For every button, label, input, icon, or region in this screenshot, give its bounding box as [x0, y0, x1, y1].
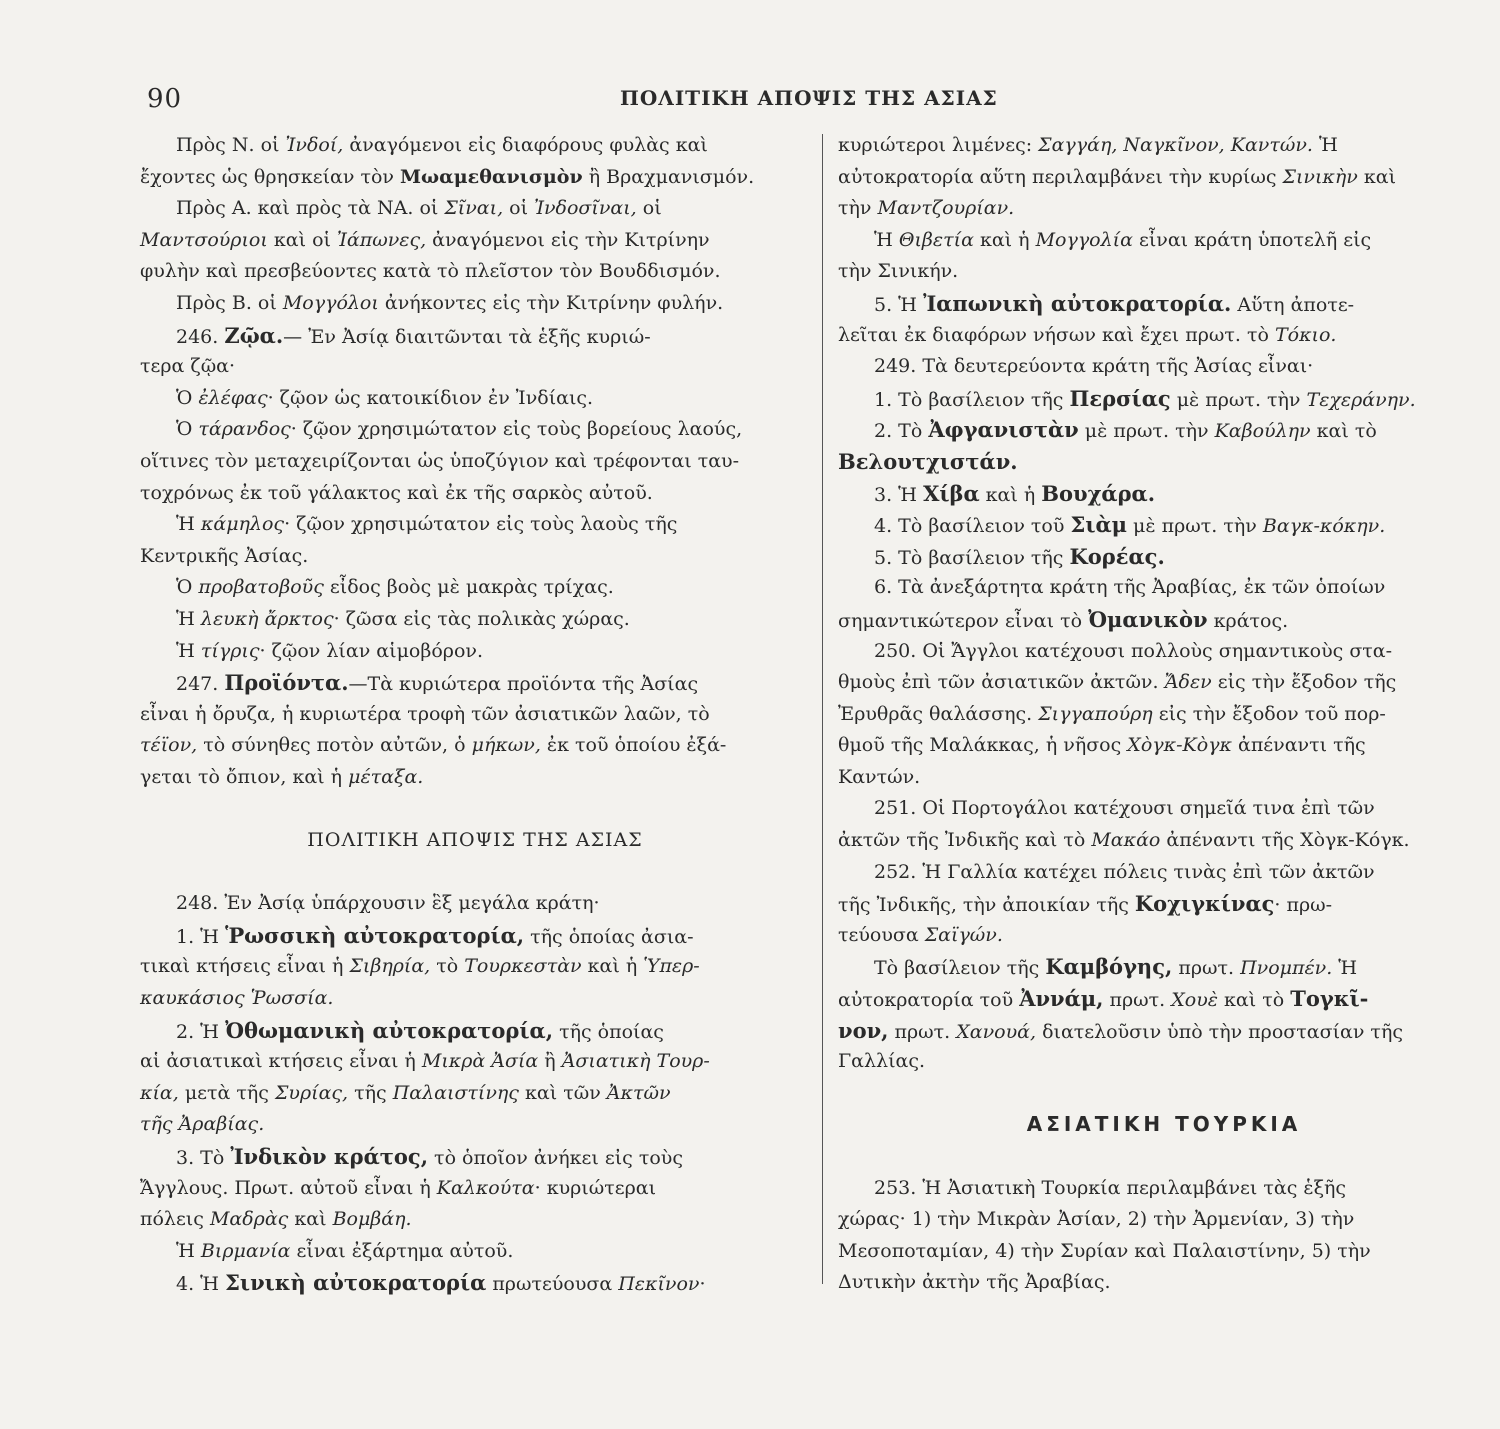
bold-term: Μωαμεθανισμὸν [400, 165, 583, 188]
text-run: · κυριώτεραι [534, 1176, 657, 1199]
text-line [140, 1141, 810, 1173]
text-line [838, 541, 1490, 573]
text-line [140, 983, 810, 1015]
text-run: εἶναι κράτη ὑποτελῆ εἰς [1132, 228, 1372, 251]
italic-term: Συρίας, [274, 1081, 349, 1104]
italic-term: Μακάο [1091, 829, 1161, 852]
bold-term: Κοχιγκίνας [1134, 891, 1275, 917]
italic-term: Βιρμανία [200, 1239, 291, 1262]
bold-term: Ὀμανικὸν [1088, 606, 1208, 632]
text-run: Πρὸς Ν. οἱ [176, 134, 286, 156]
section-heading [140, 825, 810, 857]
italic-term: Βαγκ-κόκην. [1262, 515, 1386, 538]
text-run: Ὁ [176, 386, 199, 409]
italic-term: Τεχεράνην. [1306, 388, 1416, 411]
text-run: ἀναγόμενοι εἰς τὴν Κιτρίνην [426, 228, 710, 251]
text-run: εἶδος βοὸς μὲ μακρὰς τρίχας. [323, 576, 614, 599]
italic-term: Πνομπέν. [1240, 957, 1333, 980]
text-run: τοχρόνως ἐκ τοῦ γάλακτος καὶ ἐκ τῆς σαρκὸς αὐτοῦ. [140, 481, 653, 504]
text-run: καὶ τῶν [518, 1081, 607, 1104]
text-run: τὸ [430, 955, 465, 978]
text-run: Ἡ [176, 607, 201, 630]
text-run: καὶ ἡ [979, 483, 1042, 506]
italic-term: Πεκῖνον [618, 1273, 700, 1296]
italic-term: Ἀσιατικὴ Τουρ- [561, 1050, 710, 1073]
text-line [140, 225, 810, 257]
text-run: τὸ σύνηθες ποτὸν αὐτῶν, ὁ [197, 734, 472, 757]
text-line [838, 162, 1490, 194]
text-run: · πρω- [1274, 894, 1333, 917]
text-line [838, 699, 1490, 731]
page-number: 90 [147, 84, 183, 114]
italic-term: Χανουά, [956, 1020, 1037, 1043]
text-run: μὲ πρωτ. τὴν [1078, 420, 1215, 443]
text-run: ΑΣΙΑΤΙΚΗ ΤΟΥΡΚΙΑ [1026, 1112, 1302, 1137]
text-run: 250. Οἱ Ἄγγλοι κατέχουσι πολλοὺς σημαντικοὺς στα- [874, 639, 1393, 662]
text-run: · ζῶσα εἰς τὰς πολικὰς χώρας. [333, 607, 630, 630]
italic-term: ἐλέφας [198, 386, 268, 409]
bold-term: Χίβα [923, 480, 980, 506]
text-line [140, 541, 810, 573]
italic-term: προβατοβοῦς [198, 576, 324, 599]
italic-term: τάρανδος [198, 418, 291, 441]
left-column [140, 130, 810, 1299]
italic-term: Μογγολία [1035, 228, 1133, 251]
text-line [838, 857, 1490, 889]
text-line [140, 762, 810, 794]
text-line [838, 256, 1490, 288]
text-run: 4. Ἡ [176, 1273, 226, 1296]
text-line [838, 351, 1490, 383]
bold-term: νον, [838, 1017, 889, 1043]
text-run: Ἄγγλους. Πρωτ. αὐτοῦ εἶναι ἡ [140, 1176, 437, 1199]
text-line [838, 1173, 1490, 1205]
text-run: 3. Τὸ [176, 1147, 231, 1169]
italic-term: Μαντσούριοι [140, 228, 268, 251]
text-run: Ὁ [176, 576, 199, 599]
text-line [838, 572, 1490, 604]
italic-term: Τόκιο. [1274, 323, 1337, 346]
text-run: ἀναγόμενοι εἰς διαφόρους φυλὰς καὶ [343, 134, 708, 156]
text-run: 2. Τὸ [874, 420, 929, 443]
italic-term: Ἰνδοσῖναι, [534, 197, 637, 220]
text-run: εἰς τὴν ἔξοδον τῆς [1211, 671, 1397, 694]
text-line [140, 1204, 810, 1236]
text-run: τὴν Σινικήν. [838, 260, 959, 283]
italic-term: Βομβάη. [332, 1208, 412, 1231]
text-run: 5. Τὸ βασίλειον τῆς [874, 546, 1070, 569]
italic-term: Χὸγκ-Κὸγκ [1127, 734, 1232, 757]
bold-term: Σινικὴ αὐτοκρατορία [225, 1270, 487, 1296]
italic-term: καυκάσιος Ῥωσσία. [140, 987, 334, 1010]
text-line [838, 446, 1490, 478]
text-run: καὶ ἡ [581, 955, 644, 978]
blank-line [838, 1078, 1490, 1110]
text-run: πρωτεύουσα [486, 1273, 619, 1296]
text-run: λεῖται ἐκ διαφόρων νήσων καὶ ἔχει πρωτ. τὸ [838, 323, 1275, 346]
italic-term: κάμηλος [200, 513, 285, 536]
blank-line [838, 1141, 1490, 1173]
text-line [140, 636, 810, 668]
text-run: εἶναι ἡ ὄρυζα, ἡ κυριωτέρα τροφὴ τῶν ἀσιατικῶν λαῶν, τὸ [140, 702, 710, 725]
text-run: μετὰ τῆς [178, 1081, 275, 1104]
text-line [838, 130, 1490, 162]
text-run: Τὸ βασίλειον τῆς [874, 957, 1046, 980]
text-run: 248. Ἐν Ἀσίᾳ ὑπάρχουσιν ἓξ μεγάλα κράτη· [176, 892, 600, 915]
bold-term: Βουχάρα. [1041, 480, 1156, 506]
text-run: Ἡ [1312, 134, 1338, 156]
text-run: καὶ τὸ [1310, 420, 1377, 443]
text-run: Ἡ [874, 228, 899, 251]
text-run: τὸ ὁποῖον ἀνήκει εἰς τοὺς [428, 1147, 683, 1169]
text-line [838, 888, 1490, 920]
text-line [140, 667, 810, 699]
text-run: τῆς Ἰνδικῆς, τὴν ἀποικίαν τῆς [838, 894, 1135, 917]
text-run: πρωτ. [1103, 989, 1172, 1012]
text-run: Κεντρικῆς Ἀσίας. [140, 544, 309, 567]
text-run: 247. [176, 673, 225, 696]
text-line [838, 1015, 1490, 1047]
italic-term: Σινικὴν [1282, 165, 1358, 188]
text-run: αἱ ἀσιατικαὶ κτήσεις εἶναι ἡ [140, 1050, 422, 1073]
bold-term: Ἰαπωνικὴ αὐτοκρατορία. [923, 290, 1232, 316]
text-line [838, 414, 1490, 446]
text-line [140, 1236, 810, 1268]
text-run: καὶ [288, 1208, 333, 1231]
bold-term: Ἀννάμ, [1019, 986, 1104, 1012]
bold-term: Σιὰμ [1070, 512, 1128, 538]
text-line [140, 604, 810, 636]
text-run: 5. Ἡ [874, 293, 924, 316]
text-run: σημαντικώτερον εἶναι τὸ [838, 609, 1089, 632]
italic-term: Μογγόλοι [282, 291, 379, 314]
text-run: φυλὴν καὶ πρεσβεύοντες κατὰ τὸ πλεῖστον τὸν Βουδδισμόν. [140, 260, 721, 283]
text-line [140, 351, 810, 383]
text-line [140, 478, 810, 510]
bold-term: Προϊόντα. [224, 670, 349, 696]
text-run: · ζῷον ὡς κατοικίδιον ἐν Ἰνδίαις. [267, 386, 594, 409]
text-line [838, 1236, 1490, 1268]
text-run: πρωτ. [1172, 957, 1241, 980]
italic-term: Σιβηρία, [349, 955, 431, 978]
italic-term: τίγρις [200, 639, 260, 662]
text-line [838, 983, 1490, 1015]
text-run: τῆς ὁποίας ἀσια- [524, 925, 694, 948]
right-column [838, 130, 1490, 1299]
text-line [140, 730, 810, 762]
text-line [140, 1046, 810, 1078]
bold-term: Βελουτχιστάν. [838, 448, 1018, 474]
text-run: Ὁ [176, 418, 199, 441]
text-line [838, 193, 1490, 225]
text-run: οἵτινες τὸν μεταχειρίζονται ὡς ὑποζύγιον καὶ τρέφονται ταυ- [140, 449, 740, 472]
text-run: χώρας· 1) τὴν Μικρὰν Ἀσίαν, 2) τὴν Ἀρμενίαν, 3) τὴν [838, 1208, 1355, 1231]
text-run: κυριώτεροι λιμένες: [838, 134, 1039, 156]
text-run: ἀκτῶν τῆς Ἰνδικῆς καὶ τὸ [838, 829, 1092, 852]
text-line [838, 509, 1490, 541]
text-run: αὐτοκρατορία αὕτη περιλαμβάνει τὴν κυρίως [838, 165, 1283, 188]
italic-term: Καλκούτα [436, 1176, 535, 1199]
italic-term: τῆς Ἀραβίας. [140, 1113, 265, 1136]
section-heading [838, 1109, 1490, 1141]
bold-term: Ὀθωμανικὴ αὐτοκρατορία, [225, 1017, 554, 1043]
text-run: Ἡ [176, 513, 201, 536]
italic-term: Ὑπερ- [643, 955, 700, 978]
text-run: ἐκ τοῦ ὁποίου ἐξά- [540, 734, 727, 757]
text-line [838, 1267, 1490, 1299]
text-run: τερα ζῷα· [140, 355, 236, 378]
text-run: Ἡ [1332, 957, 1358, 980]
text-line [140, 1267, 810, 1299]
bold-term: Ἀφγανιστὰν [928, 417, 1079, 443]
text-run: Ἡ [176, 1239, 201, 1262]
text-line [838, 1204, 1490, 1236]
italic-term: Ἰάπωνες, [337, 228, 427, 251]
text-run: εἰς τὴν ἔξοδον τοῦ πορ- [1152, 702, 1386, 725]
text-run: μὲ πρωτ. τὴν [1127, 515, 1263, 538]
text-line [140, 1109, 810, 1141]
text-line [140, 1015, 810, 1047]
text-line [838, 667, 1490, 699]
text-run: Μεσοποταμίαν, 4) τὴν Συρίαν καὶ Παλαιστίνην, 5) τὴν [838, 1239, 1371, 1262]
text-run: · ζῷον λίαν αἱμοβόρον. [259, 639, 483, 662]
text-run: ΠΟΛΙΤΙΚΗ ΑΠΟΨΙΣ ΤΗΣ ΑΣΙΑΣ [307, 829, 643, 852]
text-run: · ζῷον χρησιμώτατον εἰς τοὺς βορείους λαούς, [290, 418, 743, 441]
italic-term: Χουὲ [1171, 989, 1218, 1012]
text-line [838, 825, 1490, 857]
italic-term: Μαδρὰς [209, 1208, 289, 1231]
text-line [838, 604, 1490, 636]
italic-term: κία, [140, 1081, 179, 1104]
text-run: 253. Ἡ Ἀσιατικὴ Τουρκία περιλαμβάνει τὰς ἑξῆς [874, 1176, 1347, 1199]
text-run: ἢ [538, 1050, 562, 1073]
text-run: 249. Τὰ δευτερεύοντα κράτη τῆς Ἀσίας εἶναι· [874, 355, 1314, 378]
italic-term: Καβούλην [1214, 420, 1311, 443]
text-line [140, 320, 810, 352]
text-run: εἶναι ἐξάρτημα αὐτοῦ. [290, 1239, 514, 1262]
italic-term: τέϊον, [140, 734, 198, 757]
text-run: 3. Ἡ [874, 483, 924, 506]
text-run: θμοὺς ἐπὶ τῶν ἀσιατικῶν ἀκτῶν. [838, 671, 1165, 694]
text-line [140, 162, 810, 194]
bold-term: Καμβόγης, [1045, 954, 1173, 980]
text-run: — Ἐν Ἀσίᾳ διαιτῶνται τὰ ἑξῆς κυριώ- [283, 325, 651, 348]
text-run: —Τὰ κυριώτερα προϊόντα τῆς Ἀσίας [348, 673, 699, 696]
text-line [838, 320, 1490, 352]
text-run: ἀπέναντι τῆς Χὸγκ-Κόγκ. [1160, 829, 1410, 852]
text-line [140, 509, 810, 541]
text-run: καὶ τὸ [1217, 989, 1291, 1012]
text-line [140, 888, 810, 920]
text-run: οἱ [503, 197, 535, 220]
bold-term: Ἰνδικὸν κράτος, [230, 1144, 429, 1169]
text-line [838, 762, 1490, 794]
text-run: Καντών. [838, 765, 921, 788]
text-run: Ἐρυθρᾶς θαλάσσης. [838, 702, 1039, 725]
text-run: θμοῦ τῆς Μαλάκκας, ἡ νῆσος [838, 734, 1128, 757]
italic-term: Θιβετία [898, 228, 974, 251]
text-line [838, 920, 1490, 952]
text-line [838, 288, 1490, 320]
text-run: καὶ ἡ [973, 228, 1036, 251]
text-line [838, 383, 1490, 415]
text-run: 6. Τὰ ἀνεξάρτητα κράτη τῆς Ἀραβίας, ἐκ τῶν ὁποίων [874, 576, 1386, 599]
text-run: Πρὸς Β. οἱ [176, 291, 283, 314]
text-line [140, 193, 810, 225]
blank-line [140, 857, 810, 889]
text-run: καὶ οἱ [267, 228, 337, 251]
text-run: Αὕτη ἀποτε- [1231, 293, 1355, 316]
italic-term: μήκων, [471, 734, 541, 757]
text-run: τὴν [838, 197, 878, 220]
text-run: Ἡ [176, 639, 201, 662]
bold-term: Ῥωσσικὴ αὐτοκρατορία, [225, 922, 525, 948]
blank-line [140, 793, 810, 825]
italic-term: Τουρκεστὰν [464, 955, 582, 978]
text-run: οἱ [636, 197, 662, 220]
text-run: 246. [176, 325, 225, 348]
text-run: καὶ [1357, 165, 1397, 188]
italic-term: Σῖναι, [444, 197, 504, 220]
text-run: πόλεις [140, 1208, 210, 1231]
text-line [838, 225, 1490, 257]
text-run: διατελοῦσιν ὑπὸ τὴν προστασίαν τῆς [1036, 1020, 1403, 1043]
running-title: ΠΟΛΙΤΙΚΗ ΑΠΟΨΙΣ ΤΗΣ ΑΣΙΑΣ [620, 86, 998, 110]
italic-term: Ἀκτῶν [606, 1081, 671, 1104]
text-run: 1. Τὸ βασίλειον τῆς [874, 388, 1070, 411]
italic-term: Σαϊγών. [924, 923, 1003, 946]
column-divider [822, 134, 823, 1284]
text-run: κράτος. [1207, 609, 1289, 632]
text-run: 2. Ἡ [176, 1020, 226, 1043]
text-run: πρωτ. [888, 1020, 957, 1043]
italic-term: μέταξα. [348, 765, 424, 788]
bold-term: Περσίας [1069, 385, 1171, 411]
text-run: ἔχοντες ὡς θρησκείαν τὸν [140, 165, 400, 188]
italic-term: Ἰνδοί, [285, 134, 344, 156]
text-run: ἢ Βραχμανισμόν. [582, 165, 755, 188]
text-run: Πρὸς Α. καὶ πρὸς τὰ ΝΑ. οἱ [176, 197, 445, 220]
text-line [140, 920, 810, 952]
italic-term: Σιγγαπούρη [1038, 702, 1153, 725]
text-line [838, 636, 1490, 668]
text-line [140, 383, 810, 415]
text-line [140, 256, 810, 288]
text-run: Δυτικὴν ἀκτὴν τῆς Ἀραβίας. [838, 1271, 1111, 1294]
text-run: 252. Ἡ Γαλλία κατέχει πόλεις τινὰς ἐπὶ τῶν ἀκτῶν [874, 860, 1375, 883]
italic-term: Παλαιστίνης [392, 1081, 519, 1104]
italic-term: Μικρὰ Ἀσία [421, 1050, 539, 1073]
text-line [140, 699, 810, 731]
text-line [140, 414, 810, 446]
text-run: τεύουσα [838, 923, 925, 946]
text-run: γεται τὸ ὄπιον, καὶ ἡ [140, 765, 349, 788]
text-run: 251. Οἱ Πορτογάλοι κατέχουσι σημεῖά τινα ἐπὶ τῶν [874, 797, 1375, 820]
text-line [140, 1078, 810, 1110]
text-run: · [699, 1273, 706, 1296]
text-line [838, 730, 1490, 762]
text-line [140, 951, 810, 983]
bold-term: Ζῷα. [224, 322, 284, 348]
italic-term: Σαγγάη, Ναγκῖνον, Καντών. [1038, 134, 1313, 156]
text-run: τικαὶ κτήσεις εἶναι ἡ [140, 955, 350, 978]
italic-term: Μαντζουρίαν. [877, 197, 1015, 220]
italic-term: Ἄδεν [1164, 671, 1212, 694]
text-run: ἀπέναντι τῆς [1231, 734, 1366, 757]
text-run: τῆς ὁποίας [553, 1020, 664, 1043]
italic-term: λευκὴ ἄρκτος [200, 607, 334, 630]
text-line [838, 793, 1490, 825]
text-run: ἀνήκοντες εἰς τὴν Κιτρίνην φυλήν. [378, 291, 724, 314]
text-line [838, 478, 1490, 510]
text-run: μὲ πρωτ. τὴν [1170, 388, 1307, 411]
text-run: 4. Τὸ βασίλειον τοῦ [874, 515, 1071, 538]
text-line [838, 951, 1490, 983]
text-line [838, 1046, 1490, 1078]
text-line [140, 572, 810, 604]
bold-term: Κορέας. [1069, 543, 1165, 569]
text-run: τῆς [348, 1081, 393, 1104]
text-run: · ζῷον χρησιμώτατον εἰς τοὺς λαοὺς τῆς [284, 513, 678, 536]
text-run: Γαλλίας. [838, 1050, 926, 1073]
text-line [140, 1173, 810, 1205]
text-run: 1. Ἡ [176, 925, 226, 948]
text-line [140, 130, 810, 162]
text-line [140, 288, 810, 320]
text-line [140, 446, 810, 478]
text-run: αὐτοκρατορία τοῦ [838, 989, 1020, 1012]
bold-term: Τογκῖ- [1290, 986, 1369, 1012]
